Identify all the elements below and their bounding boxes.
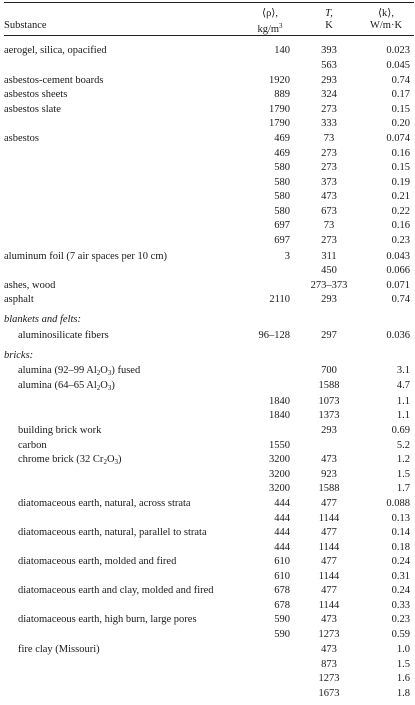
substance-cell: carbon — [18, 440, 47, 451]
temperature-cell: 477 — [321, 498, 337, 509]
temperature-cell: 324 — [321, 89, 337, 100]
conductivity-cell: 0.69 — [391, 425, 410, 436]
conductivity-cell: 4.7 — [396, 380, 410, 391]
conductivity-cell: 0.24 — [391, 556, 410, 567]
substance-cell: asbestos-cement boards — [4, 75, 104, 86]
density-cell: 3 — [284, 251, 290, 262]
conductivity-cell: 0.59 — [391, 629, 410, 640]
temperature-cell: 473 — [321, 614, 337, 625]
density-cell: 3200 — [269, 469, 290, 480]
density-cell: 1920 — [269, 75, 290, 86]
temperature-cell: 563 — [321, 60, 337, 71]
conductivity-cell: 0.74 — [391, 75, 410, 86]
temperature-cell: 473 — [321, 454, 337, 465]
temperature-cell: 273 — [321, 148, 337, 159]
header-temperature-symbol: T, — [325, 8, 333, 19]
conductivity-cell: 1.5 — [396, 469, 410, 480]
conductivity-cell: 3.1 — [396, 365, 410, 376]
header-conductivity-unit: W/m·K — [369, 20, 403, 31]
conductivity-cell: 0.16 — [391, 220, 410, 231]
density-cell: 889 — [274, 89, 290, 100]
conductivity-cell: 1.8 — [396, 688, 410, 699]
density-cell: 3200 — [269, 483, 290, 494]
temperature-cell: 373 — [321, 177, 337, 188]
density-cell: 1840 — [269, 410, 290, 421]
density-cell: 590 — [274, 629, 290, 640]
density-cell: 469 — [274, 133, 290, 144]
temperature-cell: 477 — [321, 585, 337, 596]
conductivity-cell: 0.18 — [391, 542, 410, 553]
substance-cell: fire clay (Missouri) — [18, 644, 100, 655]
density-cell: 590 — [274, 614, 290, 625]
density-cell: 1840 — [269, 396, 290, 407]
substance-cell: aerogel, silica, opacified — [4, 45, 107, 56]
substance-cell: diatomaceous earth, natural, parallel to strata — [18, 527, 207, 538]
density-cell: 610 — [274, 571, 290, 582]
density-cell: 580 — [274, 191, 290, 202]
temperature-cell: 73 — [323, 220, 335, 231]
substance-cell: diatomaceous earth, natural, across strata — [18, 498, 191, 509]
conductivity-cell: 0.23 — [391, 614, 410, 625]
conductivity-cell: 0.088 — [386, 498, 410, 509]
conductivity-cell: 0.14 — [391, 527, 410, 538]
conductivity-cell: 0.036 — [386, 330, 410, 341]
header-substance: Substance — [4, 20, 47, 31]
density-cell: 678 — [274, 585, 290, 596]
conductivity-cell: 0.074 — [386, 133, 410, 144]
substance-cell: alumina (92–99 $Al_2O_3$) fused — [18, 365, 141, 377]
temperature-cell: 297 — [321, 330, 337, 341]
density-cell: 1550 — [269, 440, 290, 451]
temperature-cell: 273 — [321, 235, 337, 246]
conductivity-cell: 0.16 — [391, 148, 410, 159]
conductivity-cell: 0.071 — [386, 280, 410, 291]
temperature-cell: 1673 — [318, 688, 340, 699]
density-cell: 444 — [274, 527, 290, 538]
conductivity-cell: 1.6 — [396, 673, 410, 684]
conductivity-cell: 0.20 — [391, 118, 410, 129]
conductivity-cell: 1.5 — [396, 659, 410, 670]
temperature-cell: 311 — [321, 251, 337, 262]
temperature-cell: 273 — [321, 162, 337, 173]
density-cell: 444 — [274, 498, 290, 509]
temperature-cell: 393 — [321, 45, 337, 56]
conductivity-cell: 5.2 — [396, 440, 410, 451]
conductivity-cell: 0.24 — [391, 585, 410, 596]
temperature-cell: 293 — [321, 75, 337, 86]
density-cell: 444 — [274, 542, 290, 553]
substance-cell: ashes, wood — [4, 280, 56, 291]
category-heading: blankets and felts: — [4, 314, 81, 325]
temperature-cell: 293 — [321, 294, 337, 305]
substance-cell: asbestos slate — [4, 104, 61, 115]
density-cell: 3200 — [269, 454, 290, 465]
top-rule — [4, 2, 414, 3]
conductivity-cell: 0.74 — [391, 294, 410, 305]
temperature-cell: 1144 — [318, 571, 340, 582]
density-cell: 444 — [274, 513, 290, 524]
density-cell: 580 — [274, 162, 290, 173]
conductivity-cell: 0.31 — [391, 571, 410, 582]
density-cell: 697 — [274, 235, 290, 246]
temperature-cell: 1073 — [318, 396, 340, 407]
conductivity-cell: 1.7 — [396, 483, 410, 494]
conductivity-cell: 1.0 — [396, 644, 410, 655]
substance-cell: asphalt — [4, 294, 34, 305]
conductivity-cell: 0.13 — [391, 513, 410, 524]
density-cell: 697 — [274, 220, 290, 231]
temperature-cell: 473 — [321, 644, 337, 655]
header-temperature-unit: K — [325, 20, 333, 31]
temperature-cell: 273–373 — [310, 280, 348, 291]
category-heading: bricks: — [4, 350, 34, 361]
temperature-cell: 1144 — [318, 600, 340, 611]
substance-cell: aluminosilicate fibers — [18, 330, 109, 341]
conductivity-cell: 1.1 — [396, 410, 410, 421]
header-rule — [4, 35, 414, 36]
density-cell: 2110 — [269, 294, 290, 305]
header-density-unit: $kg/m^3$ — [257, 22, 283, 35]
substance-cell: aluminum foil (7 air spaces per 10 cm) — [4, 251, 167, 262]
conductivity-cell: 0.043 — [386, 251, 410, 262]
conductivity-cell: 1.2 — [396, 454, 410, 465]
conductivity-cell: 0.17 — [391, 89, 410, 100]
substance-cell: diatomaceous earth, molded and fired — [18, 556, 177, 567]
substance-cell: asbestos sheets — [4, 89, 68, 100]
conductivity-cell: 0.066 — [386, 265, 410, 276]
temperature-cell: 73 — [323, 133, 335, 144]
temperature-cell: 673 — [321, 206, 337, 217]
conductivity-cell: 0.15 — [391, 162, 410, 173]
temperature-cell: 477 — [321, 556, 337, 567]
density-cell: 96–128 — [258, 330, 290, 341]
density-cell: 580 — [274, 177, 290, 188]
temperature-cell: 273 — [321, 104, 337, 115]
temperature-cell: 1588 — [318, 483, 340, 494]
substance-cell: chrome brick (32 $Cr_2O_3$) — [18, 454, 122, 466]
density-cell: 469 — [274, 148, 290, 159]
temperature-cell: 333 — [321, 118, 337, 129]
density-cell: 1790 — [269, 118, 290, 129]
conductivity-cell: 0.045 — [386, 60, 410, 71]
temperature-cell: 473 — [321, 191, 337, 202]
substance-cell: asbestos — [4, 133, 39, 144]
temperature-cell: 450 — [321, 265, 337, 276]
temperature-cell: 477 — [321, 527, 337, 538]
conductivity-cell: 1.1 — [396, 396, 410, 407]
temperature-cell: 1273 — [318, 673, 340, 684]
conductivity-cell: 0.21 — [391, 191, 410, 202]
conductivity-cell: 0.023 — [386, 45, 410, 56]
substance-cell: diatomaceous earth, high burn, large pores — [18, 614, 197, 625]
substance-cell: diatomaceous earth and clay, molded and fired — [18, 585, 214, 596]
header-density-symbol: ⟨ρ⟩, — [261, 8, 279, 19]
temperature-cell: 1373 — [318, 410, 340, 421]
substance-cell: alumina (64–65 $Al_2O_3$) — [18, 380, 115, 392]
density-cell: 580 — [274, 206, 290, 217]
temperature-cell: 923 — [321, 469, 337, 480]
temperature-cell: 1144 — [318, 542, 340, 553]
conductivity-cell: 0.22 — [391, 206, 410, 217]
density-cell: 140 — [274, 45, 290, 56]
temperature-cell: 1588 — [318, 380, 340, 391]
temperature-cell: 1273 — [318, 629, 340, 640]
conductivity-cell: 0.33 — [391, 600, 410, 611]
temperature-cell: 873 — [321, 659, 337, 670]
density-cell: 610 — [274, 556, 290, 567]
density-cell: 678 — [274, 600, 290, 611]
density-cell: 1790 — [269, 104, 290, 115]
temperature-cell: 1144 — [318, 513, 340, 524]
temperature-cell: 293 — [321, 425, 337, 436]
conductivity-cell: 0.23 — [391, 235, 410, 246]
conductivity-cell: 0.19 — [391, 177, 410, 188]
conductivity-cell: 0.15 — [391, 104, 410, 115]
substance-cell: building brick work — [18, 425, 102, 436]
header-conductivity-symbol: ⟨k⟩, — [377, 8, 395, 19]
temperature-cell: 700 — [321, 365, 337, 376]
